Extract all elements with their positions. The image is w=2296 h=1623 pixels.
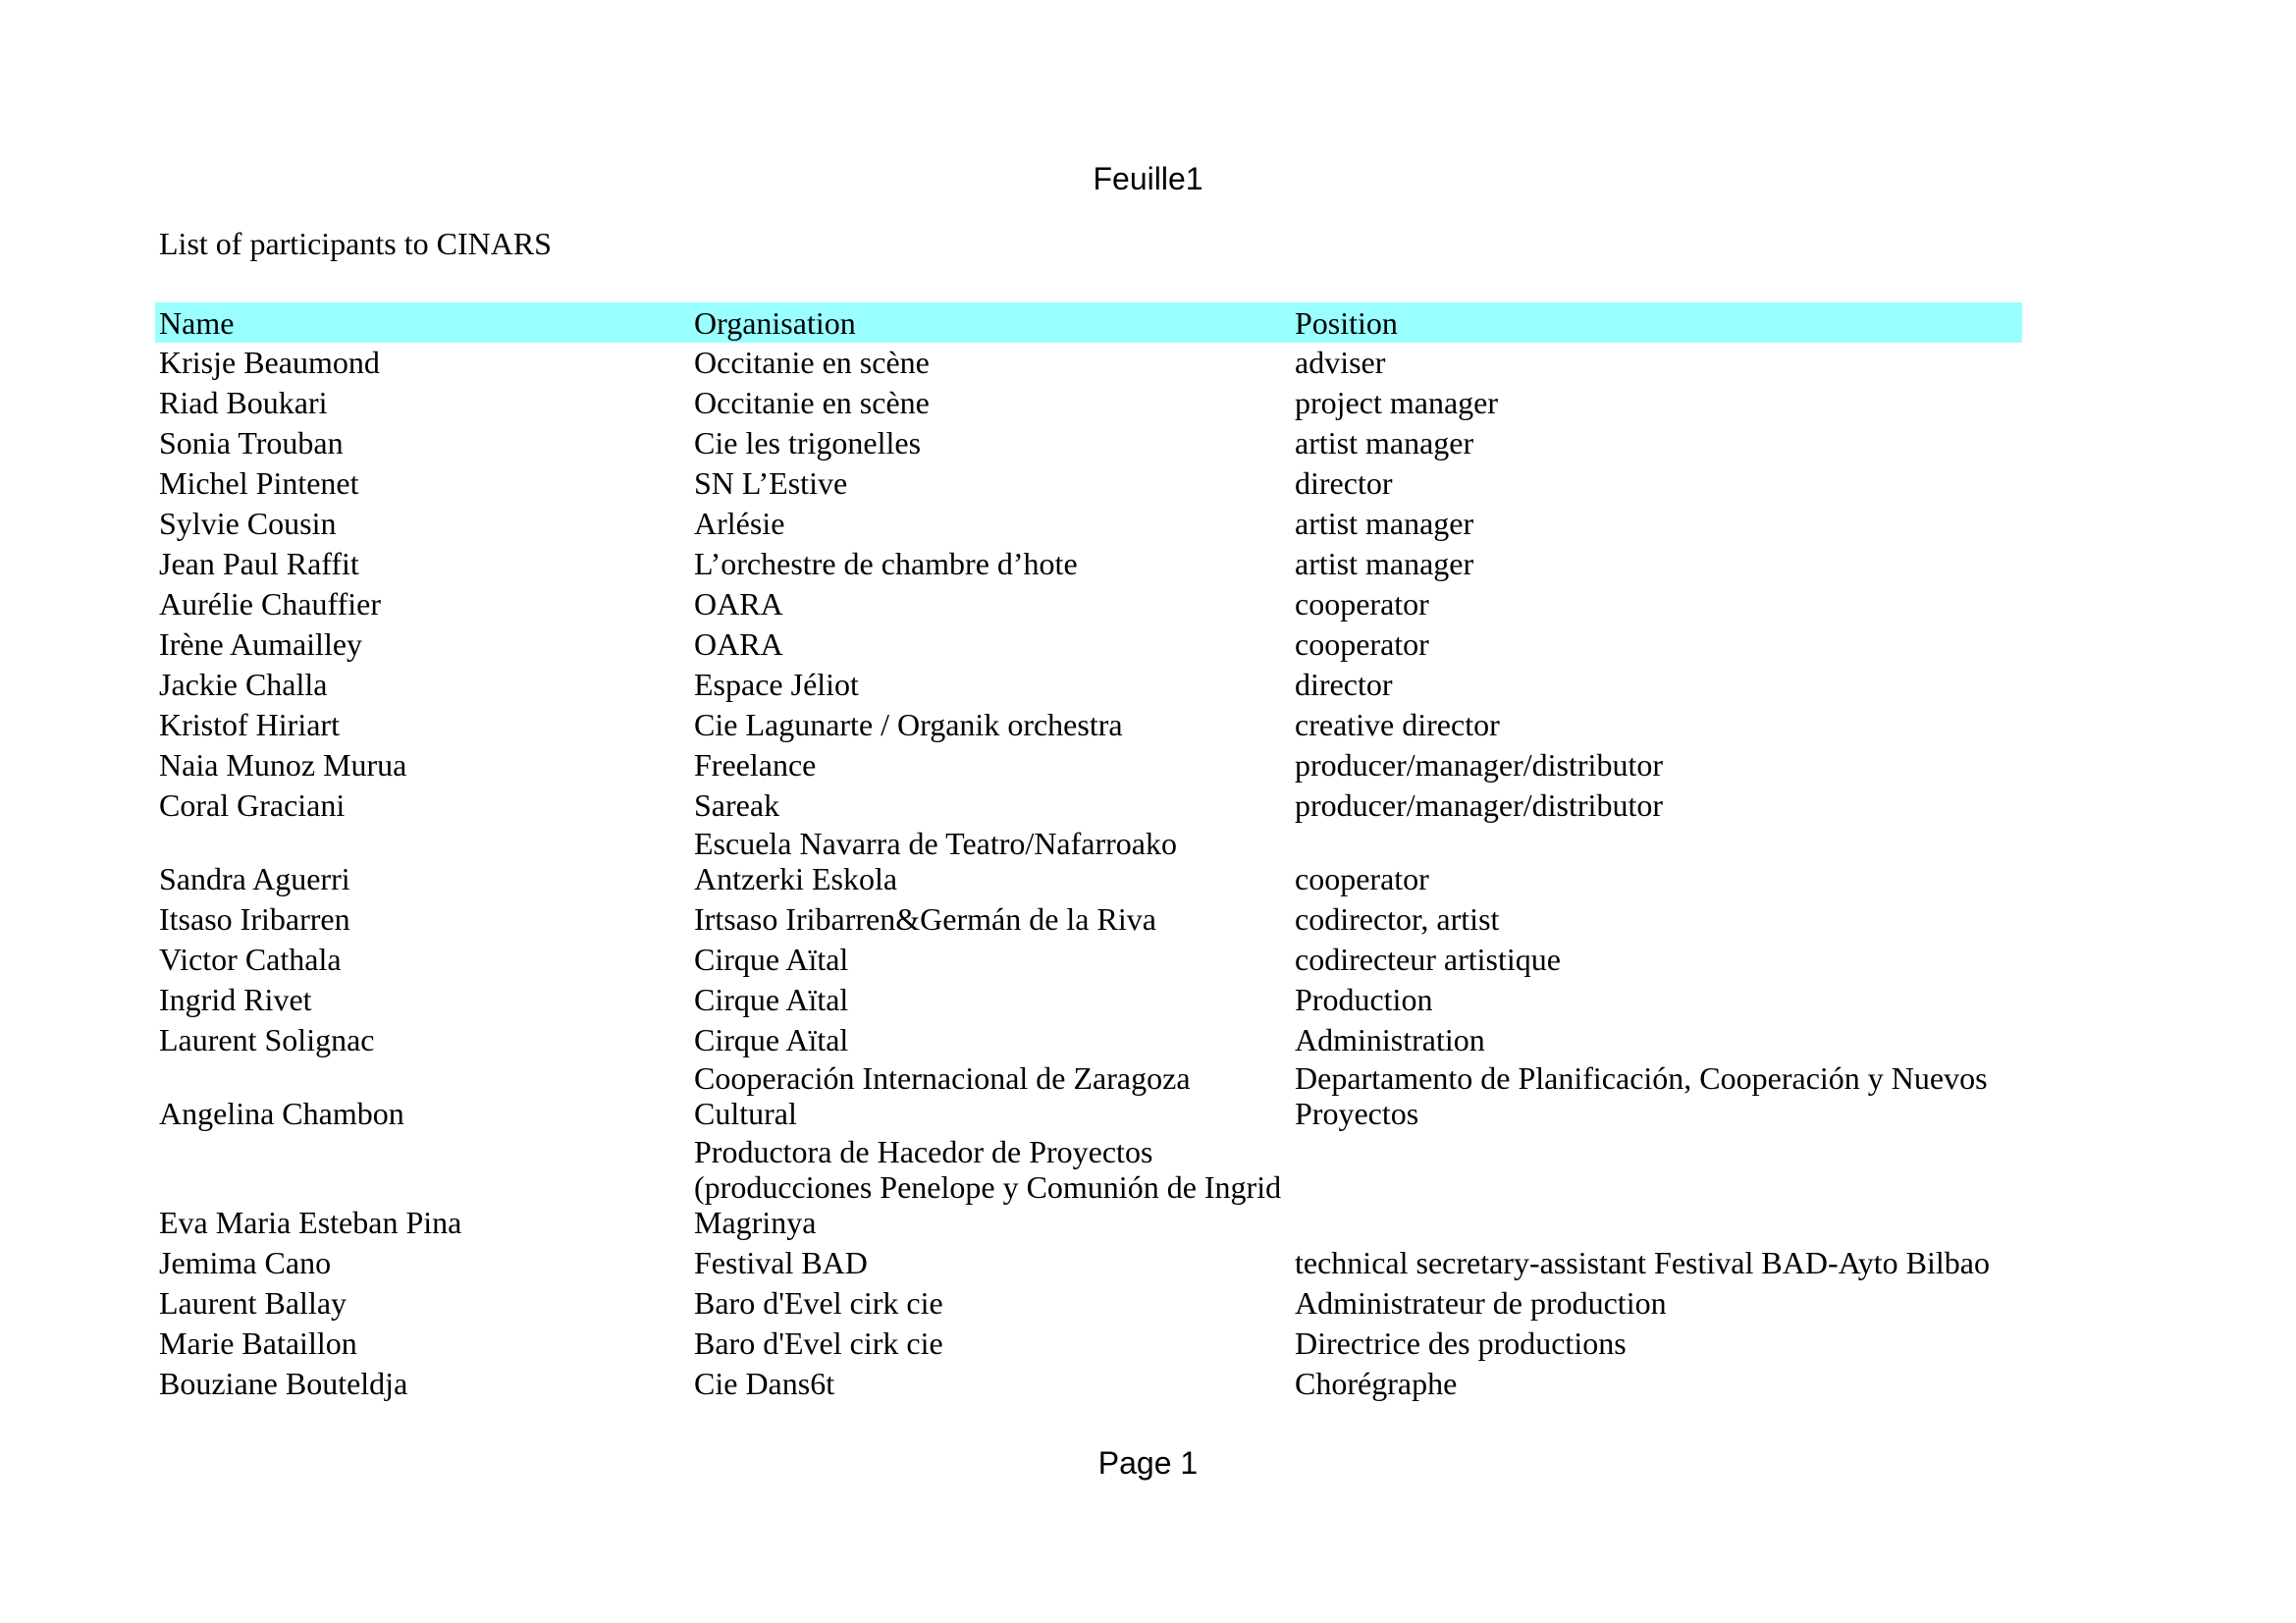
organisation-line: Sareak bbox=[694, 787, 780, 823]
cell-position bbox=[1291, 787, 2022, 826]
position-line: Directrice des productions bbox=[1295, 1325, 1627, 1361]
position-line: Chorégraphe bbox=[1295, 1366, 1458, 1401]
cell-position bbox=[1291, 1240, 2022, 1243]
cell-organisation bbox=[690, 787, 1291, 826]
cell-position bbox=[1291, 1325, 2022, 1364]
participants-table bbox=[155, 302, 2022, 1404]
cell-name: Eva Maria Esteban Pina bbox=[159, 1205, 462, 1240]
organisation-line: Cie Dans6t bbox=[694, 1366, 835, 1401]
cell-name: Jackie Challa bbox=[159, 667, 328, 702]
table-row bbox=[155, 980, 2022, 1020]
position-line: project manager bbox=[1295, 385, 1498, 420]
table-row bbox=[155, 705, 2022, 745]
cell-position bbox=[1291, 546, 2022, 584]
column-header-position: Position bbox=[1295, 304, 1398, 341]
cell-name: Sandra Aguerri bbox=[159, 861, 350, 896]
table-row bbox=[155, 665, 2022, 705]
position-line: artist manager bbox=[1295, 506, 1474, 541]
column-header-organisation: Organisation bbox=[694, 304, 856, 341]
table-row bbox=[155, 463, 2022, 504]
cell-name: Jemima Cano bbox=[159, 1245, 332, 1280]
cell-organisation bbox=[690, 1060, 1291, 1134]
table-row bbox=[155, 785, 2022, 826]
organisation-line: L’orchestre de chambre d’hote bbox=[694, 546, 1078, 581]
table-row bbox=[155, 544, 2022, 584]
cell-name: Sonia Trouban bbox=[159, 425, 344, 460]
organisation-line: Festival BAD bbox=[694, 1245, 868, 1280]
position-line: artist manager bbox=[1295, 546, 1474, 581]
position-line: Production bbox=[1295, 982, 1433, 1017]
cell-organisation bbox=[690, 345, 1291, 383]
cell-organisation bbox=[690, 1134, 1291, 1243]
table-row bbox=[155, 940, 2022, 980]
organisation-line: Cooperación Internacional de Zaragoza bbox=[694, 1060, 1191, 1096]
cell-name: Irène Aumailley bbox=[159, 626, 363, 662]
organisation-line: Cie Lagunarte / Organik orchestra bbox=[694, 707, 1123, 742]
table-row bbox=[155, 1364, 2022, 1404]
cell-organisation bbox=[690, 942, 1291, 980]
table-row bbox=[155, 1020, 2022, 1060]
cell-organisation bbox=[690, 707, 1291, 745]
cell-position bbox=[1291, 901, 2022, 940]
cell-name: Laurent Solignac bbox=[159, 1022, 375, 1057]
cell-position bbox=[1291, 982, 2022, 1020]
cell-name: Riad Boukari bbox=[159, 385, 328, 420]
table-row bbox=[155, 1060, 2022, 1134]
cell-name: Kristof Hiriart bbox=[159, 707, 340, 742]
organisation-line: Irtsaso Iribarren&Germán de la Riva bbox=[694, 901, 1156, 937]
organisation-line: (producciones Penelope y Comunión de Ingrid bbox=[694, 1169, 1282, 1205]
cell-organisation bbox=[690, 1325, 1291, 1364]
cell-position bbox=[1291, 707, 2022, 745]
table-row bbox=[155, 423, 2022, 463]
cell-name: Jean Paul Raffit bbox=[159, 546, 359, 581]
organisation-line: Espace Jéliot bbox=[694, 667, 859, 702]
cell-position bbox=[1291, 1366, 2022, 1404]
organisation-line: Cultural bbox=[694, 1096, 797, 1131]
cell-name: Itsaso Iribarren bbox=[159, 901, 350, 937]
table-body bbox=[155, 343, 2022, 1404]
cell-organisation bbox=[690, 465, 1291, 504]
organisation-line: Occitanie en scène bbox=[694, 385, 930, 420]
position-line: producer/manager/distributor bbox=[1295, 747, 1663, 783]
cell-name: Victor Cathala bbox=[159, 942, 342, 977]
organisation-line: OARA bbox=[694, 586, 783, 622]
page-footer: Page 1 bbox=[1097, 1445, 1199, 1481]
document-title: List of participants to CINARS bbox=[159, 226, 552, 261]
cell-organisation bbox=[690, 546, 1291, 584]
cell-organisation bbox=[690, 1285, 1291, 1324]
organisation-line: Antzerki Eskola bbox=[694, 861, 898, 896]
organisation-line: Arlésie bbox=[694, 506, 785, 541]
cell-name: Angelina Chambon bbox=[159, 1096, 404, 1131]
cell-name: Aurélie Chauffier bbox=[159, 586, 381, 622]
cell-position bbox=[1291, 1060, 2022, 1134]
cell-position bbox=[1291, 465, 2022, 504]
position-line: artist manager bbox=[1295, 425, 1474, 460]
position-line: Administrateur de production bbox=[1295, 1285, 1667, 1321]
cell-organisation bbox=[690, 506, 1291, 544]
cell-organisation bbox=[690, 826, 1291, 899]
position-line: Proyectos bbox=[1295, 1096, 1419, 1131]
position-line: Departamento de Planificación, Cooperación y Nuevos bbox=[1295, 1060, 1988, 1096]
table-row bbox=[155, 899, 2022, 940]
organisation-line: OARA bbox=[694, 626, 783, 662]
cell-name: Coral Graciani bbox=[159, 787, 346, 823]
cell-name: Laurent Ballay bbox=[159, 1285, 347, 1321]
cell-organisation bbox=[690, 626, 1291, 665]
position-line: producer/manager/distributor bbox=[1295, 787, 1663, 823]
cell-name: Sylvie Cousin bbox=[159, 506, 337, 541]
cell-organisation bbox=[690, 747, 1291, 785]
organisation-line: Freelance bbox=[694, 747, 817, 783]
cell-position bbox=[1291, 861, 2022, 899]
cell-organisation bbox=[690, 385, 1291, 423]
cell-position bbox=[1291, 345, 2022, 383]
organisation-line: Magrinya bbox=[694, 1205, 817, 1240]
position-line: cooperator bbox=[1295, 586, 1429, 622]
cell-name: Bouziane Bouteldja bbox=[159, 1366, 408, 1401]
cell-position bbox=[1291, 626, 2022, 665]
table-header-row bbox=[155, 302, 2022, 343]
organisation-line: Cirque Aïtal bbox=[694, 982, 849, 1017]
position-line: codirector, artist bbox=[1295, 901, 1500, 937]
position-line: director bbox=[1295, 465, 1393, 501]
cell-organisation bbox=[690, 1022, 1291, 1060]
cell-position bbox=[1291, 1245, 2022, 1283]
cell-organisation bbox=[690, 425, 1291, 463]
cell-position bbox=[1291, 1022, 2022, 1060]
cell-position bbox=[1291, 385, 2022, 423]
cell-organisation bbox=[690, 982, 1291, 1020]
cell-name: Marie Bataillon bbox=[159, 1325, 357, 1361]
organisation-line: Cirque Aïtal bbox=[694, 942, 849, 977]
position-line: creative director bbox=[1295, 707, 1500, 742]
table-row bbox=[155, 383, 2022, 423]
table-row bbox=[155, 1324, 2022, 1364]
cell-organisation bbox=[690, 901, 1291, 940]
cell-organisation bbox=[690, 1366, 1291, 1404]
cell-name: Ingrid Rivet bbox=[159, 982, 312, 1017]
position-line: adviser bbox=[1295, 345, 1386, 380]
organisation-line: SN L’Estive bbox=[694, 465, 848, 501]
table-row bbox=[155, 826, 2022, 899]
cell-organisation bbox=[690, 667, 1291, 705]
cell-name: Michel Pintenet bbox=[159, 465, 359, 501]
table-row bbox=[155, 1283, 2022, 1324]
cell-organisation bbox=[690, 1245, 1291, 1283]
position-line: codirecteur artistique bbox=[1295, 942, 1561, 977]
page-header: Feuille1 bbox=[1093, 161, 1203, 196]
position-line: director bbox=[1295, 667, 1393, 702]
organisation-line: Baro d'Evel cirk cie bbox=[694, 1285, 943, 1321]
position-line: cooperator bbox=[1295, 861, 1429, 896]
cell-position bbox=[1291, 942, 2022, 980]
position-line: Administration bbox=[1295, 1022, 1485, 1057]
organisation-line: Productora de Hacedor de Proyectos bbox=[694, 1134, 1153, 1169]
cell-position bbox=[1291, 506, 2022, 544]
organisation-line: Baro d'Evel cirk cie bbox=[694, 1325, 943, 1361]
cell-name: Naia Munoz Murua bbox=[159, 747, 407, 783]
cell-name: Krisje Beaumond bbox=[159, 345, 380, 380]
table-row bbox=[155, 343, 2022, 383]
column-header-name: Name bbox=[159, 304, 235, 341]
position-line: technical secretary-assistant Festival BAD-Ayto Bilbao bbox=[1295, 1245, 1990, 1280]
cell-position bbox=[1291, 1285, 2022, 1324]
table-row bbox=[155, 745, 2022, 785]
cell-organisation bbox=[690, 586, 1291, 624]
organisation-line: Cie les trigonelles bbox=[694, 425, 922, 460]
table-row bbox=[155, 1243, 2022, 1283]
organisation-line: Escuela Navarra de Teatro/Nafarroako bbox=[694, 826, 1177, 861]
cell-position bbox=[1291, 586, 2022, 624]
table-row bbox=[155, 1134, 2022, 1243]
organisation-line: Occitanie en scène bbox=[694, 345, 930, 380]
cell-position bbox=[1291, 425, 2022, 463]
table-row bbox=[155, 624, 2022, 665]
table-row bbox=[155, 584, 2022, 624]
position-line: cooperator bbox=[1295, 626, 1429, 662]
organisation-line: Cirque Aïtal bbox=[694, 1022, 849, 1057]
cell-position bbox=[1291, 667, 2022, 705]
cell-position bbox=[1291, 747, 2022, 785]
table-row bbox=[155, 504, 2022, 544]
